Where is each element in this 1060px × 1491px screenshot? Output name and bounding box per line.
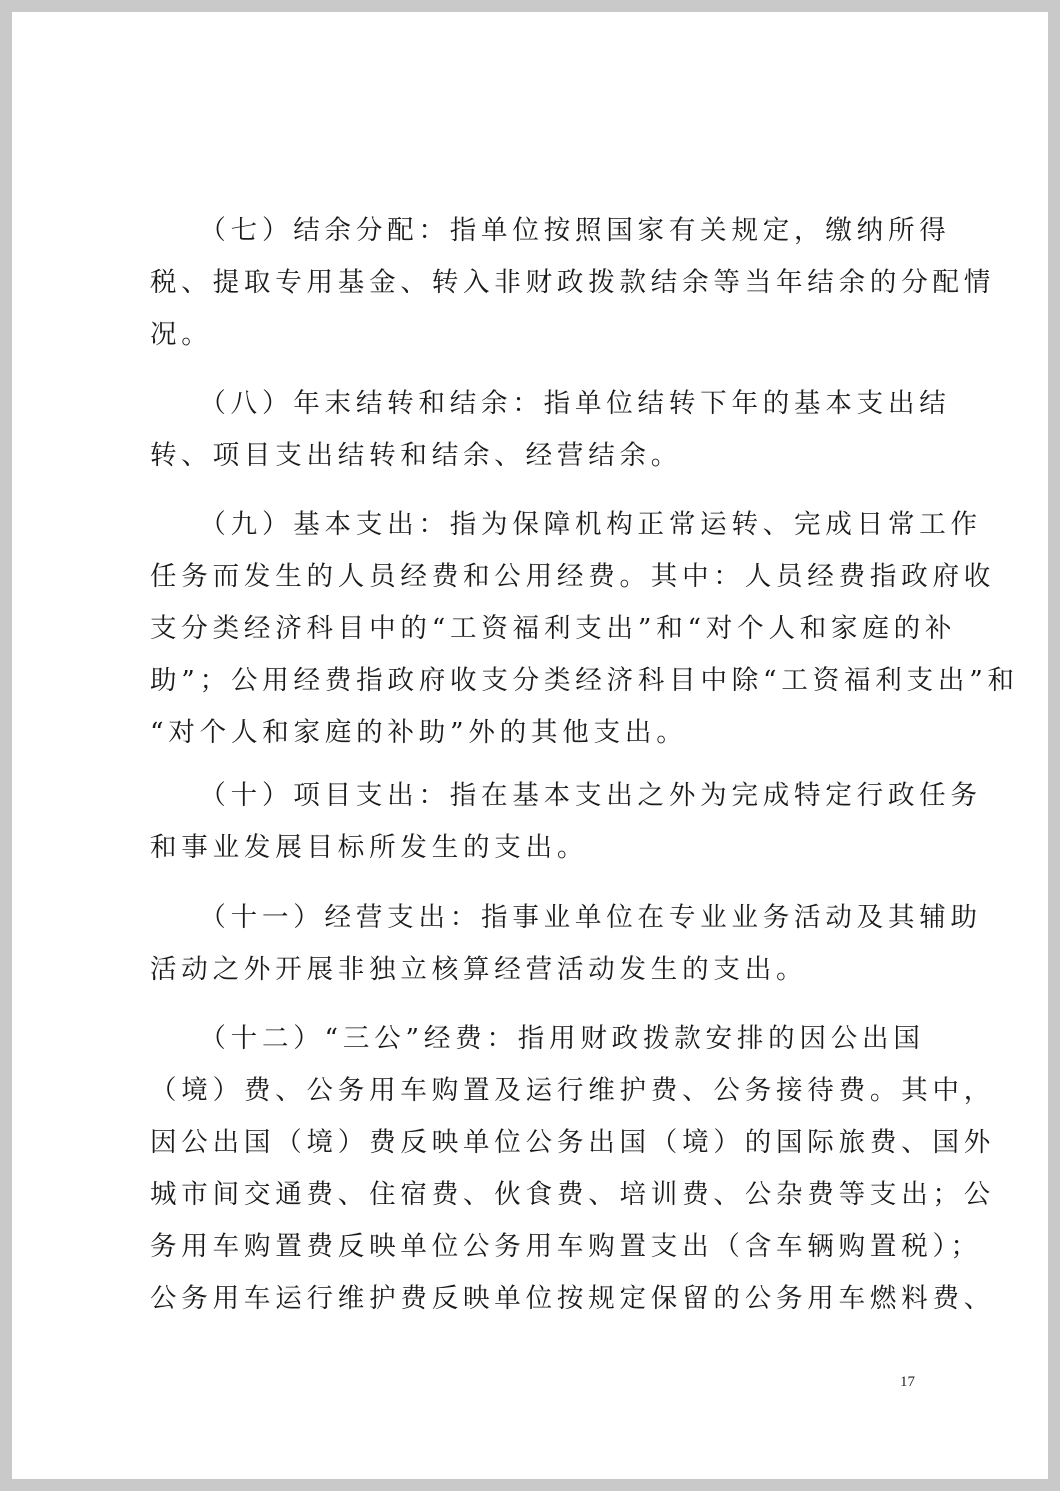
text-line: （七）结余分配：指单位按照国家有关规定，缴纳所得 [150,215,951,246]
text-line: （境）费、公务用车购置及运行维护费、公务接待费。其中， [150,1075,996,1106]
text-line: 城市间交通费、住宿费、伙食费、培训费、公杂费等支出；公 [150,1179,996,1210]
text-line: 和事业发展目标所发生的支出。 [150,832,589,863]
text-line: 税、提取专用基金、转入非财政拨款结余等当年结余的分配情 [150,267,996,298]
text-line: （十二）“三公”经费：指用财政拨款安排的因公出国 [150,1023,925,1054]
text-line: （十一）经营支出：指事业单位在专业业务活动及其辅助 [150,902,982,933]
paragraph-project-expenditure [150,770,982,874]
text-line: （八）年末结转和结余：指单位结转下年的基本支出结 [150,388,951,419]
text-line: 因公出国（境）费反映单位公务出国（境）的国际旅费、国外 [150,1127,996,1158]
document-page [12,12,1048,1479]
paragraph-operating-expenditure [150,892,982,996]
text-line: 转、项目支出结转和结余、经营结余。 [150,440,683,471]
text-line: 助”；公用经费指政府收支分类经济科目中除“工资福利支出”和 [150,665,1019,696]
text-line: “对个人和家庭的补助”外的其他支出。 [150,717,688,748]
paragraph-surplus-distribution [150,205,996,361]
paragraph-three-public-expenses [150,1013,996,1325]
paragraph-year-end-carryover [150,378,951,482]
text-line: 活动之外开展非独立核算经营活动发生的支出。 [150,954,808,985]
page-number: 17 [900,1374,915,1390]
text-line: 务用车购置费反映单位公务用车购置支出（含车辆购置税）； [150,1231,982,1262]
text-line: （九）基本支出：指为保障机构正常运转、完成日常工作 [150,509,982,540]
text-line: 支分类经济科目中的“工资福利支出”和“对个人和家庭的补 [150,613,957,644]
paragraph-basic-expenditure [150,499,1019,759]
text-line: 任务而发生的人员经费和公用经费。其中：人员经费指政府收 [150,561,996,592]
text-line: 况。 [150,319,213,350]
text-line: 公务用车运行维护费反映单位按规定保留的公务用车燃料费、 [150,1283,996,1314]
text-line: （十）项目支出：指在基本支出之外为完成特定行政任务 [150,780,982,811]
